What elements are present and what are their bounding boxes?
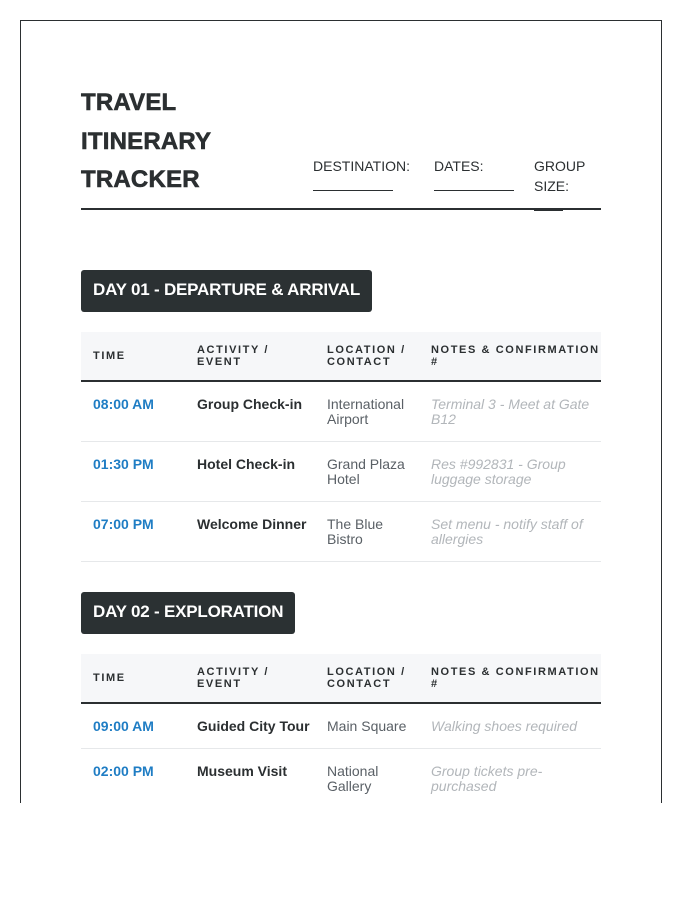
table-header-row: [81, 332, 601, 381]
row-location: Main Square: [315, 703, 419, 749]
group-size-label-2: SIZE:: [534, 178, 570, 194]
header-activity: ACTIVITY / EVENT: [185, 654, 315, 703]
destination-label: DESTINATION:: [313, 158, 410, 174]
day-heading: DAY 01 - DEPARTURE & ARRIVAL: [81, 270, 372, 312]
day-heading: DAY 02 - EXPLORATION: [81, 592, 295, 634]
header-time: TIME: [81, 654, 185, 703]
day-section: [81, 270, 601, 562]
title-line: TRAVEL: [81, 89, 177, 116]
row-activity: Guided City Tour: [185, 703, 315, 749]
title-line: TRACKER: [81, 166, 200, 193]
itinerary-page: [20, 20, 662, 803]
title-line: ITINERARY: [81, 127, 212, 155]
row-location: Grand Plaza Hotel: [315, 442, 419, 502]
destination-field[interactable]: [313, 156, 410, 196]
group-size-label-1: GROUP: [534, 158, 586, 174]
header-time: TIME: [81, 332, 185, 381]
group-size-blank[interactable]: [534, 196, 563, 211]
row-activity: Hotel Check-in: [185, 442, 315, 502]
table-row: [81, 381, 601, 442]
destination-blank[interactable]: [313, 176, 393, 191]
group-size-field[interactable]: [534, 156, 601, 216]
row-time: 08:00 AM: [81, 381, 185, 442]
row-time: 07:00 PM: [81, 502, 185, 562]
table-row: [81, 502, 601, 562]
row-time: 01:30 PM: [81, 442, 185, 502]
row-notes: Group tickets pre-purchased: [419, 749, 601, 804]
page-content: [81, 21, 601, 803]
row-location: International Airport: [315, 381, 419, 442]
header-location: LOCATION / CONTACT: [315, 654, 419, 703]
header-activity: ACTIVITY / EVENT: [185, 332, 315, 381]
row-notes: Set menu - notify staff of allergies: [419, 502, 601, 562]
itinerary-table: [81, 332, 601, 562]
table-row: [81, 703, 601, 749]
row-notes: Walking shoes required: [419, 703, 601, 749]
dates-field[interactable]: [434, 156, 514, 196]
header-notes: NOTES & CONFIRMATION #: [419, 654, 601, 703]
row-location: National Gallery: [315, 749, 419, 804]
table-header-row: [81, 654, 601, 703]
itinerary-table: [81, 654, 601, 803]
row-notes: Res #992831 - Group luggage storage: [419, 442, 601, 502]
row-location: The Blue Bistro: [315, 502, 419, 562]
dates-blank[interactable]: [434, 176, 514, 191]
document-header: [81, 21, 601, 210]
page-title: [81, 84, 211, 200]
day-section: [81, 592, 601, 803]
row-activity: Group Check-in: [185, 381, 315, 442]
row-notes: Terminal 3 - Meet at Gate B12: [419, 381, 601, 442]
table-row: [81, 749, 601, 804]
row-time: 09:00 AM: [81, 703, 185, 749]
header-location: LOCATION / CONTACT: [315, 332, 419, 381]
dates-label: DATES:: [434, 158, 484, 174]
header-notes: NOTES & CONFIRMATION #: [419, 332, 601, 381]
row-activity: Museum Visit: [185, 749, 315, 804]
row-time: 02:00 PM: [81, 749, 185, 804]
row-activity: Welcome Dinner: [185, 502, 315, 562]
table-row: [81, 442, 601, 502]
